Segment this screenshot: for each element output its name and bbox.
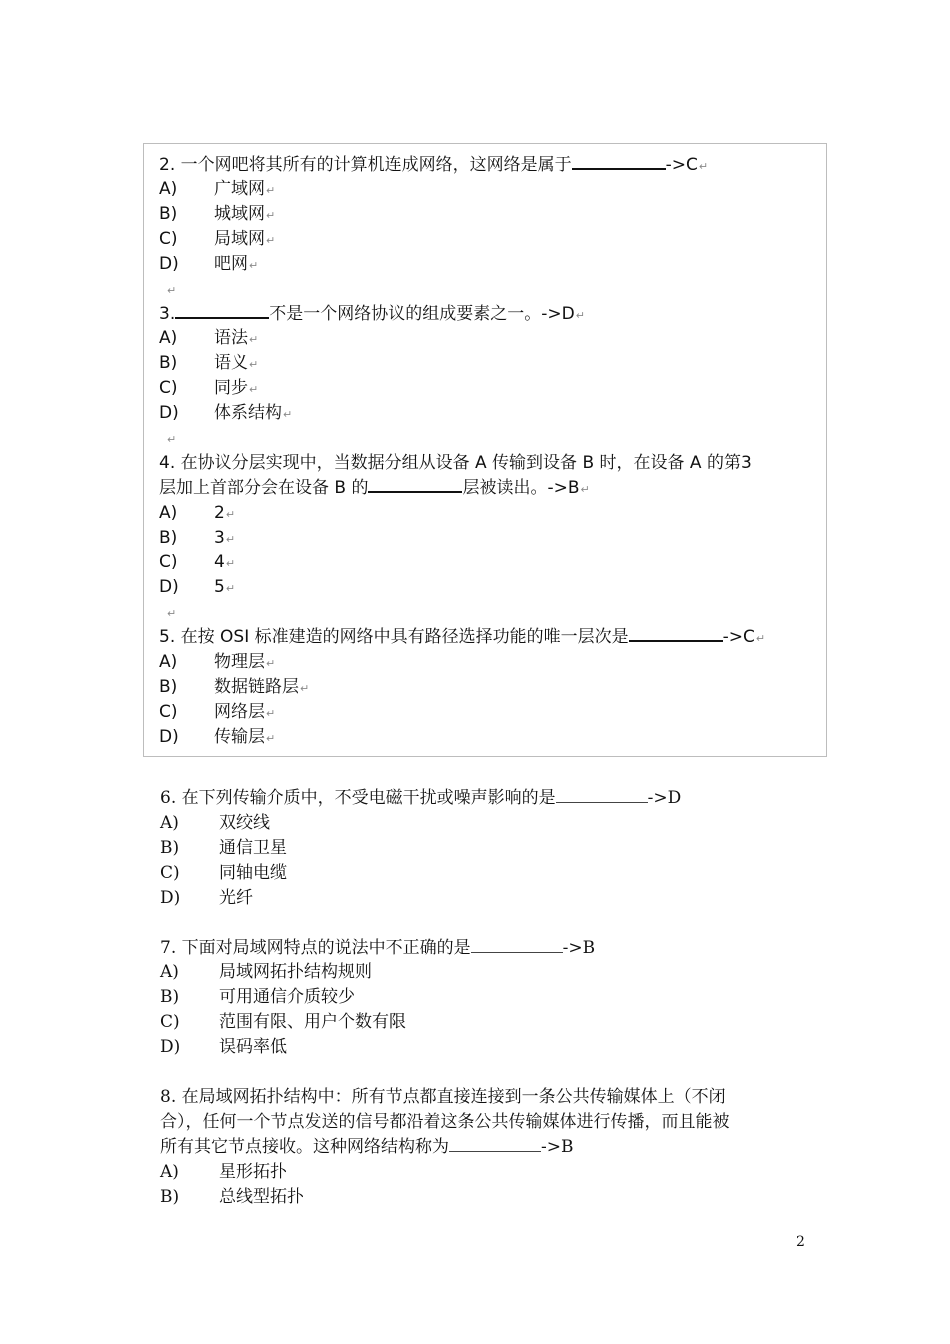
q2-option-d: D) 吧网↵	[159, 254, 259, 274]
q3-option-b: B) 语义↵	[159, 353, 259, 373]
q6-option-b: B) 通信卫星	[160, 838, 287, 858]
q3-blank	[175, 303, 269, 319]
q6-stem: 6. 在下列传输介质中，不受电磁干扰或噪声影响的是 ->D	[160, 788, 682, 808]
q5-option-b: B) 数据链路层↵	[159, 677, 310, 697]
q8-option-b: B) 总线型拓扑	[160, 1187, 304, 1207]
q3-stem: 3. 不是一个网络协议的组成要素之一。->D↵	[159, 304, 585, 324]
q4-stem-line2: 层加上首部分会在设备 B 的 层被读出。->B↵	[159, 478, 590, 498]
q5-option-c: C) 网络层↵	[159, 702, 276, 722]
page-number: 2	[796, 1234, 805, 1250]
q4-blank	[368, 477, 462, 493]
q4-option-a: A) 2↵	[159, 503, 236, 523]
q7-option-a: A) 局域网拓扑结构规则	[160, 962, 372, 982]
q6-option-c: C) 同轴电缆	[160, 863, 287, 883]
q5-option-a: A) 物理层↵	[159, 652, 276, 672]
q8-stem-line1: 8. 在局域网拓扑结构中：所有节点都直接连接到一条公共传输媒体上（不闭	[160, 1087, 726, 1107]
empty-paragraph-mark: ↵	[167, 284, 177, 297]
q5-stem: 5. 在按 OSI 标准建造的网络中具有路径选择功能的唯一层次是 ->C↵	[159, 627, 766, 647]
q6-blank	[556, 788, 648, 803]
q8-stem-line2: 合），任何一个节点发送的信号都沿着这条公共传输媒体进行传播，而且能被	[160, 1112, 730, 1132]
q4-option-d: D) 5↵	[159, 577, 236, 597]
q2-blank	[572, 154, 666, 170]
q3-option-c: C) 同步↵	[159, 378, 259, 398]
q7-option-b: B) 可用通信介质较少	[160, 987, 355, 1007]
q2-option-a: A) 广域网↵	[159, 179, 276, 199]
q7-blank	[471, 938, 563, 953]
q4-option-c: C) 4↵	[159, 552, 236, 572]
q4-stem-line1: 4. 在协议分层实现中，当数据分组从设备 A 传输到设备 B 时，在设备 A 的第3	[159, 453, 752, 473]
q3-option-d: D) 体系结构↵	[159, 403, 293, 423]
q7-stem: 7. 下面对局域网特点的说法中不正确的是 ->B	[160, 938, 596, 958]
q2-option-b: B) 城域网↵	[159, 204, 276, 224]
q4-option-b: B) 3↵	[159, 528, 236, 548]
q8-stem-line3: 所有其它节点接收。这种网络结构称为 ->B	[160, 1137, 574, 1157]
q6-option-d: D) 光纤	[160, 888, 253, 908]
q2-stem: 2. 一个网吧将其所有的计算机连成网络，这网络是属于 ->C↵	[159, 155, 709, 175]
q2-option-c: C) 局域网↵	[159, 229, 276, 249]
q8-option-a: A) 星形拓扑	[160, 1162, 287, 1182]
empty-paragraph-mark: ↵	[167, 607, 177, 620]
boxed-question-panel	[143, 143, 827, 757]
q5-option-d: D) 传输层↵	[159, 727, 276, 747]
q6-option-a: A) 双绞线	[160, 813, 270, 833]
q5-blank	[629, 626, 723, 642]
q8-blank	[449, 1137, 541, 1152]
empty-paragraph-mark: ↵	[167, 433, 177, 446]
q3-option-a: A) 语法↵	[159, 328, 259, 348]
q7-option-d: D) 误码率低	[160, 1037, 287, 1057]
q7-option-c: C) 范围有限、用户个数有限	[160, 1012, 406, 1032]
